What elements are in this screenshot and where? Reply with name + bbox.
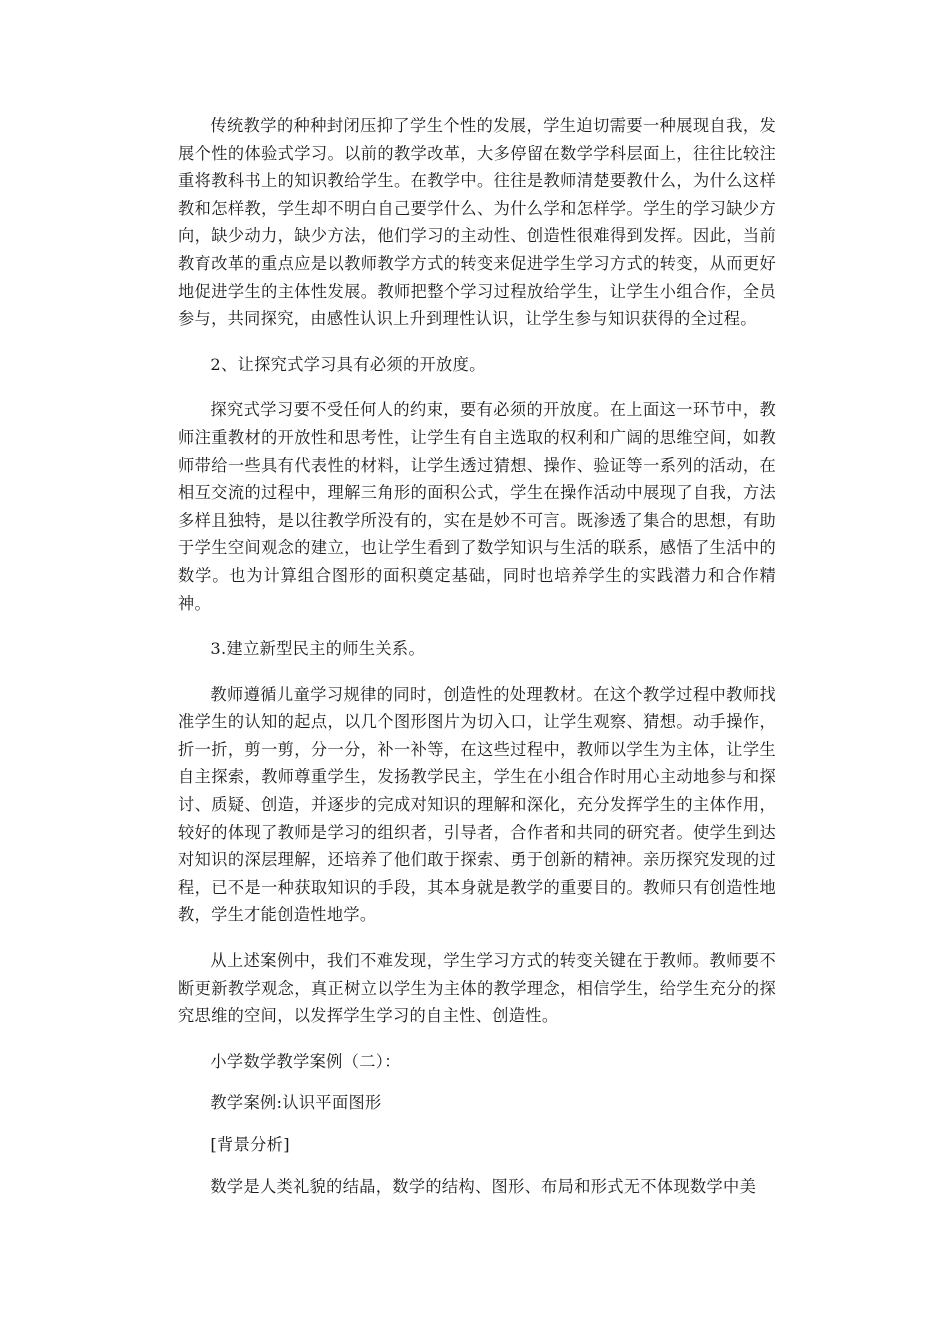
- paragraph-teacher-student: 教师遵循儿童学习规律的同时，创造性的处理教材。在这个教学过程中教师找准学生的认知的起点，以几个图形图片为切入口，让学生观察、猜想。动手操作，折一折，剪一剪，分一分，补一补等，在这些过程中，教师以学生为主体，让学生自主探索，教师尊重学生，发扬教学民主，学生在小组合作时用心主动地参与和探讨、质疑、创造，并逐步的完成对知识的理解和深化，充分发挥学生的主体作用，较好的体现了教师是学习的组织者，引导者，合作者和共同的研究者。使学生到达对知识的深层理解，还培养了他们敢于探索、勇于创新的精神。亲历探究发现的过程，已不是一种获取知识的手段，其本身就是教学的重要目的。教师只有创造性地教，学生才能创造性地学。: [178, 684, 776, 925]
- background-heading: [背景分析]: [210, 1135, 290, 1154]
- paragraph-intro: 传统教学的种种封闭压抑了学生个性的发展，学生迫切需要一种展现自我，发展个性的体验式学习。以前的教学改革，大多停留在数学学科层面上，往往比较注重将教科书上的知识教给学生。在教学中。往往是教师清楚要教什么，为什么这样教和怎样教，学生却不明白自己要学什么、为什么学和怎样学。学生的学习缺少方向，缺少动力，缺少方法，他们学习的主动性、创造性很难得到发挥。因此，当前教育改革的重点应是以教师教学方式的转变来促进学生学习方式的转变，从而更好地促进学生的主体性发展。教师把整个学习过程放给学生，让学生小组合作，全员参与，共同探究，由感性认识上升到理性认识，让学生参与知识获得的全过程。: [178, 116, 776, 329]
- section-heading-2: 2、让探究式学习具有必须的开放度。: [210, 354, 486, 374]
- case-title: 小学数学教学案例（二）：: [210, 1051, 401, 1071]
- paragraph-background: 数学是人类礼貌的结晶，数学的结构、图形、布局和形式无不体现数学中美: [210, 1176, 757, 1196]
- case-subtitle: 教学案例:认识平面图形: [210, 1093, 382, 1113]
- paragraph-conclusion: 从上述案例中，我们不难发现，学生学习方式的转变关键在于教师。教师要不断更新教学观念，真正树立以学生为主体的教学理念，相信学生，给学生充分的探究思维的空间，以发挥学生学习的自主性、创造性。: [178, 951, 776, 1026]
- section-heading-3: 3.建立新型民主的师生关系。: [210, 639, 425, 659]
- document-page: [178, 112, 776, 1200]
- paragraph-open-inquiry: 探究式学习要不受任何人的约束，要有必须的开放度。在上面这一环节中，教师注重教材的开放性和思考性，让学生有自主选取的权利和广阔的思维空间，如教师带给一些具有代表性的材料，让学生透过猜想、操作、验证等一系列的活动，在相互交流的过程中，理解三角形的面积公式，学生在操作活动中展现了自我，方法多样且独特，是以往教学所没有的，实在是妙不可言。既渗透了集合的思想，有助于学生空间观念的建立，也让学生看到了数学知识与生活的联系，感悟了生活中的数学。也为计算组合图形的面积奠定基础，同时也培养学生的实践潜力和合作精神。: [178, 400, 776, 613]
